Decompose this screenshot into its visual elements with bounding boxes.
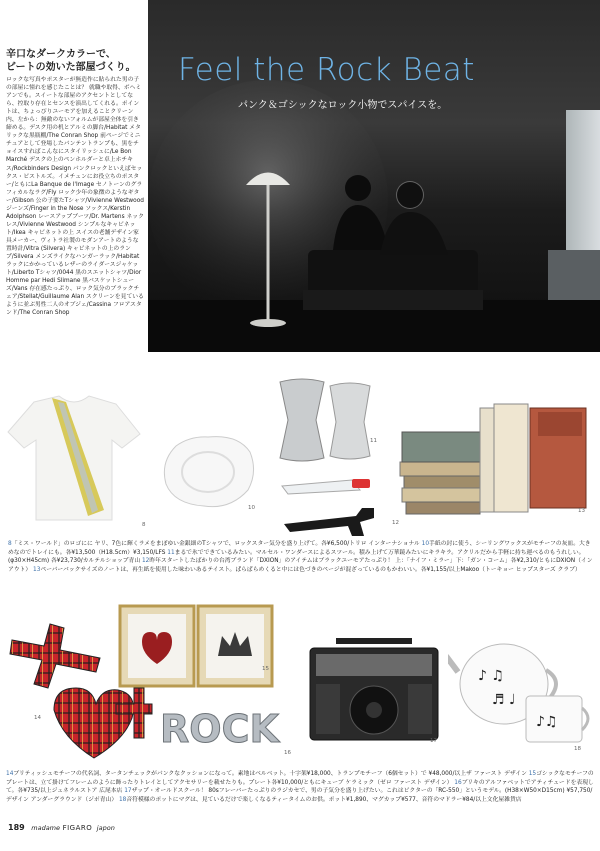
magazine-suffix: japon	[96, 824, 115, 832]
caption-number: 15	[528, 771, 537, 777]
caption-text: 昨年スタートしたばかりの台湾ブランド「DXION」のアイテムはブラックユーモアたっぷり！ 上：「ナイフ・ミラー」下：「ガン・コーム」各¥2,310/ともにDXION（インアウト）	[8, 558, 593, 573]
product-number-18: 18	[574, 746, 581, 752]
caption-number: 18	[118, 796, 127, 803]
teapot-mug-image	[448, 622, 594, 748]
page-footer	[8, 823, 115, 832]
caption-number: 17	[124, 788, 132, 795]
captions-group-2	[6, 770, 594, 804]
caption-text: 音符模様のポットにマグは、見ているだけで楽しくなるティータイムのお供。ポット¥1,890、マグカップ¥577、音符のマドラー¥84/以上文化屋雑貨店	[126, 796, 522, 803]
svg-text:♬ ♩: ♬ ♩	[492, 692, 516, 708]
headline-line-2: ビートの効いた部屋づくり。	[6, 62, 136, 73]
product-number-13: 13	[578, 508, 585, 514]
product-number-17: 17	[430, 738, 437, 744]
framed-plates-image	[118, 604, 274, 690]
product-number-11: 11	[370, 438, 377, 444]
boombox-image	[306, 636, 442, 744]
wax-seal-tray-image	[158, 432, 258, 512]
page-number: 189	[8, 823, 25, 832]
product-number-16: 16	[284, 750, 291, 756]
caption-text: ブリティッシュモチーフの代名詞、タータンチェックがパンクなクッションになって。素地はベルベット。十字架¥18,000、トランプモチーフ（6個セット）で ¥48,000/以上ザ ファースト デザイン	[13, 771, 529, 777]
caption-text: まるで氷でできているみたい。マルセル・ワンダースによるスツール。積み上げて万華鏡みたいにキラキラ。アクリルだから手軽に持ち運べるのもうれしい。(φ30×H45cm) 各¥23,730/カルテルショップ青山	[8, 549, 585, 565]
svg-text:ROCK: ROCK	[160, 707, 279, 751]
acrylic-stools-image	[272, 376, 380, 464]
caption-text: ブリキのアルファベットでアティチュードを表現して。各¥735/以上ジェネラルストア 広尾本店	[6, 779, 594, 795]
rock-letters-image	[158, 698, 288, 754]
caption-text: 「ミス・ワールド」のロゴにに ヤリ、7色に輝くラメをまぽゆい金銀細のTシャツで、ロックスター気分を盛り上げて。各¥6,500/トリロ インターナショナル	[11, 541, 422, 547]
notebooks-stack-image	[398, 402, 592, 520]
tshirt-product-image	[4, 392, 144, 527]
hero-subtitle: パンク＆ゴシックなロック小物でスパイスを。	[238, 100, 448, 111]
svg-text:♪ ♫: ♪ ♫	[478, 668, 504, 684]
hero-title: Feel the Rock Beat	[178, 52, 475, 88]
captions-group-1	[8, 540, 594, 574]
magazine-title: FIGARO	[62, 824, 93, 832]
caption-text: ペーパーバックサイズのノートは、再生紙を使用した味わいあるテイスト。ぱらぱらめくると中には色づきのページが混ざっているのもかわいい。各¥1,155/以上Makoo（トーキョー ヒップスターズ クラブ）	[40, 566, 581, 573]
left-headline	[6, 48, 144, 74]
headline-line-1: 辛口なダークカラーで、	[6, 49, 116, 60]
svg-text:♪♫: ♪♫	[536, 714, 558, 730]
product-number-15: 15	[262, 666, 269, 672]
knife-mirror-gun-comb-image	[268, 460, 388, 538]
caption-number: 16	[454, 779, 462, 786]
product-number-8: 8	[142, 522, 146, 528]
product-number-10: 10	[248, 505, 255, 511]
caption-number: 11	[167, 549, 175, 556]
caption-text: 手紙の封に使う、シーリングワックスがモチーフの灰皿。大きめなのでトレイにも。各¥13,500（H18.5cm）¥3,150/LFS	[8, 541, 591, 556]
caption-text: ゴシックなモチーフのプレートは、立て掛けてフレームのように飾ったりトレイとしてアクセサリーを載せたりも。プレート各¥10,000/ともにキューブ ケラミック（ゼロ ファースト デザイン）	[6, 771, 594, 786]
left-body-text: ロックな写真やポスターが無造作に貼られた男の子の部屋に憧れを感じたことは？ 就職や取得、ボヘミアンでも。スイートな部屋のアクセントとしてなら、控取り存在とセンスを演出してくれる。ポイントは、ちょっぴりユーモアを加えることクリーン内、左から：無敵のないフォルムが部屋全体を引き締める。デスク用の机とアルミの脚台/Habitat メタリックな黒瓶棚/The Conran Shop 前ページでミニチュアとして登場したパンテントランプも、黒をチョイスすればこんなにスタイリッシュに/Le Bon Marché デスクの上のペンホルダーと卓上ホチキス/Rockbinders Design パンクロックといえばセックス・ピストルズ。イメチェンにお役立ちのポスター/ともにLa Banque de l'Image セノトーンのグラフィカルなラグ/Fly ロック少年の象徴のようなギター/Gibson 公の子要たTシャツ/Vivienne Westwood ジーンズ/Finger in the Nose ソックス/Kerstin Adolphson レースアップブーツ/Dr. Martens ネックレス/Vivienne Westwood シンプルなキャビネット/Ikea キャビネットの上 スイスの老舗デザイン家具メーカー、ヴィトラ社製のモダンアートのような置時計/Vitra (Silvera) キャビネットの上のランプ/Silvera メンズライクなハンガーラック/Habitat ラックにかかっているレザーのライダースジャケット/Liberto Tシャツ/0044 黒のスエットシャツ/Dior Homme par Hedi Slimane 黒バスケットシューズ/Vans 存在感たっぷり、ロック気分のブラックチェア/Stellat/Guillaume Alan スクリーンを見ているように並ぶ男性二人のオブジェ/Cassina フロアスタンド/The Conran Shop	[6, 77, 144, 317]
caption-number: 13	[33, 566, 41, 573]
caption-text: ザップ・オールドスクール！ 80sフレーバーたっぷりのラジカセで、男の子気分を盛り上げたい。これはビクターの「RC-550」というモデル。(H38×W50×D15cm) ¥57,750/デザイン アンダーグラウンド（ジポ青山）	[6, 788, 593, 803]
caption-number: 14	[6, 771, 14, 777]
caption-number: 8	[8, 541, 12, 547]
magazine-prefix: madame	[31, 824, 61, 832]
product-number-14: 14	[34, 715, 41, 721]
caption-number: 12	[141, 558, 150, 565]
product-number-12: 12	[392, 520, 399, 526]
caption-number: 10	[421, 541, 430, 547]
